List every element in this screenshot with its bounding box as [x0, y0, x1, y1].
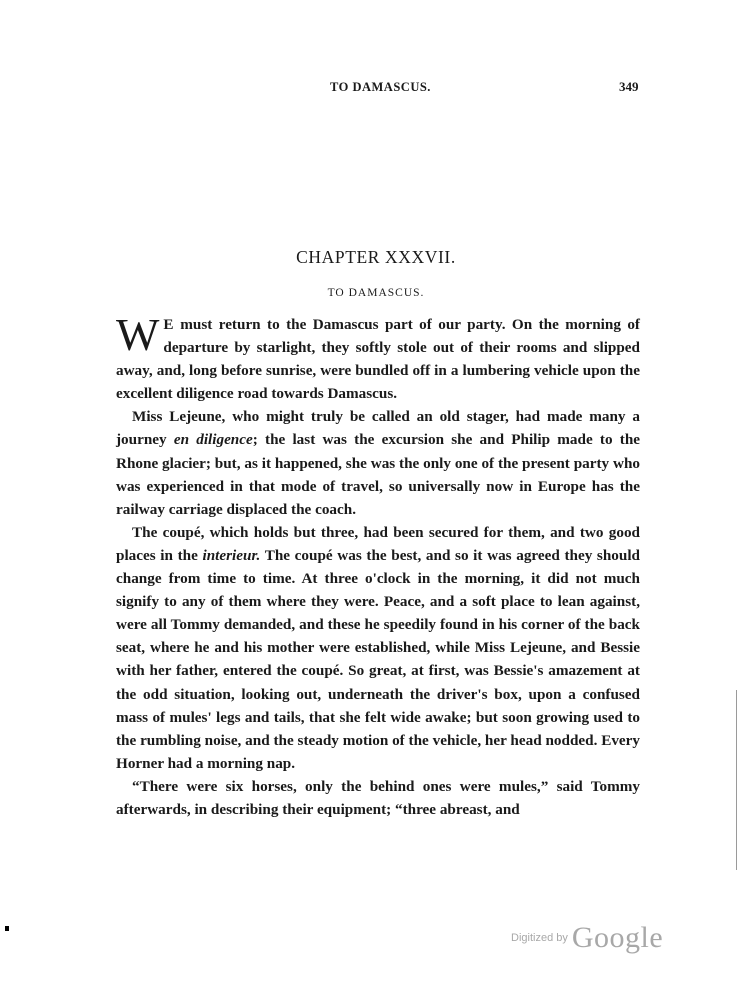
paragraph-1-lead: E	[163, 316, 174, 333]
paragraph-4	[116, 775, 640, 821]
google-watermark	[511, 921, 663, 957]
page-number: 349	[619, 79, 639, 94]
paragraph-1-text: must return to the Damascus part of our party. On the morning of departure by starlight, they softly stole out of their rooms and slipped away, and, long before sunrise, were bundled off in a lumbering vehicle upon the excellent diligence road towards Damascus.	[116, 316, 640, 403]
google-logo: Google	[571, 921, 664, 954]
running-title: TO DAMASCUS.	[330, 80, 431, 94]
paragraph-3-text-a: The coupé, which holds but three, had been secured for them, and two good places in the	[116, 523, 640, 564]
paragraph-3-text-b: The coupé was the best, and so it was agreed they should change from time to time. At three o'clock in the morning, it did not much signify to any of them where they were. Peace, and a soft place to lean against, were all Tommy demanded, and these he speedily found in his corner of the back seat, where he and his mother were established, while Miss Lejeune, and Bessie with her father, entered the coupé. So great, at first, was Bessie's amazement at the odd situation, looking out, underneath the driver's box, upon a confused mass of mules' legs and tails, that she felt wide awake; but soon growing used to the rumbling noise, and the steady motion of the vehicle, her head nodded. Every Horner had a morning nap.	[116, 546, 640, 772]
scan-speck	[5, 926, 9, 931]
paragraph-1	[116, 309, 640, 405]
paragraph-2	[116, 405, 640, 520]
watermark-prefix: Digitized by	[511, 932, 568, 944]
drop-cap: W	[116, 309, 160, 360]
paragraph-3	[116, 521, 640, 775]
scan-edge-line	[736, 690, 737, 870]
paragraph-2-text-a: Miss Lejeune, who might truly be called an old stager, had made many a journey	[116, 408, 640, 449]
paragraph-2-italic: en diligence	[173, 431, 253, 449]
paragraph-2-text-b: ; the last was the excursion she and Philip made to the Rhone glacier; but, as it happened, she was the only one of the present party who was experienced in that mode of travel, so universally now in Europe has the railway carriage displaced the coach.	[116, 431, 641, 518]
running-head	[0, 80, 742, 100]
chapter-title: CHAPTER XXXVII.	[296, 247, 456, 267]
paragraph-4-text: “There were six horses, only the behind ones were mules,” said Tommy afterwards, in describing their equipment; “three abreast, and	[116, 777, 640, 818]
body-text	[116, 309, 641, 821]
chapter-subtitle: TO DAMASCUS.	[327, 287, 425, 299]
paragraph-3-italic: interieur.	[202, 546, 261, 564]
